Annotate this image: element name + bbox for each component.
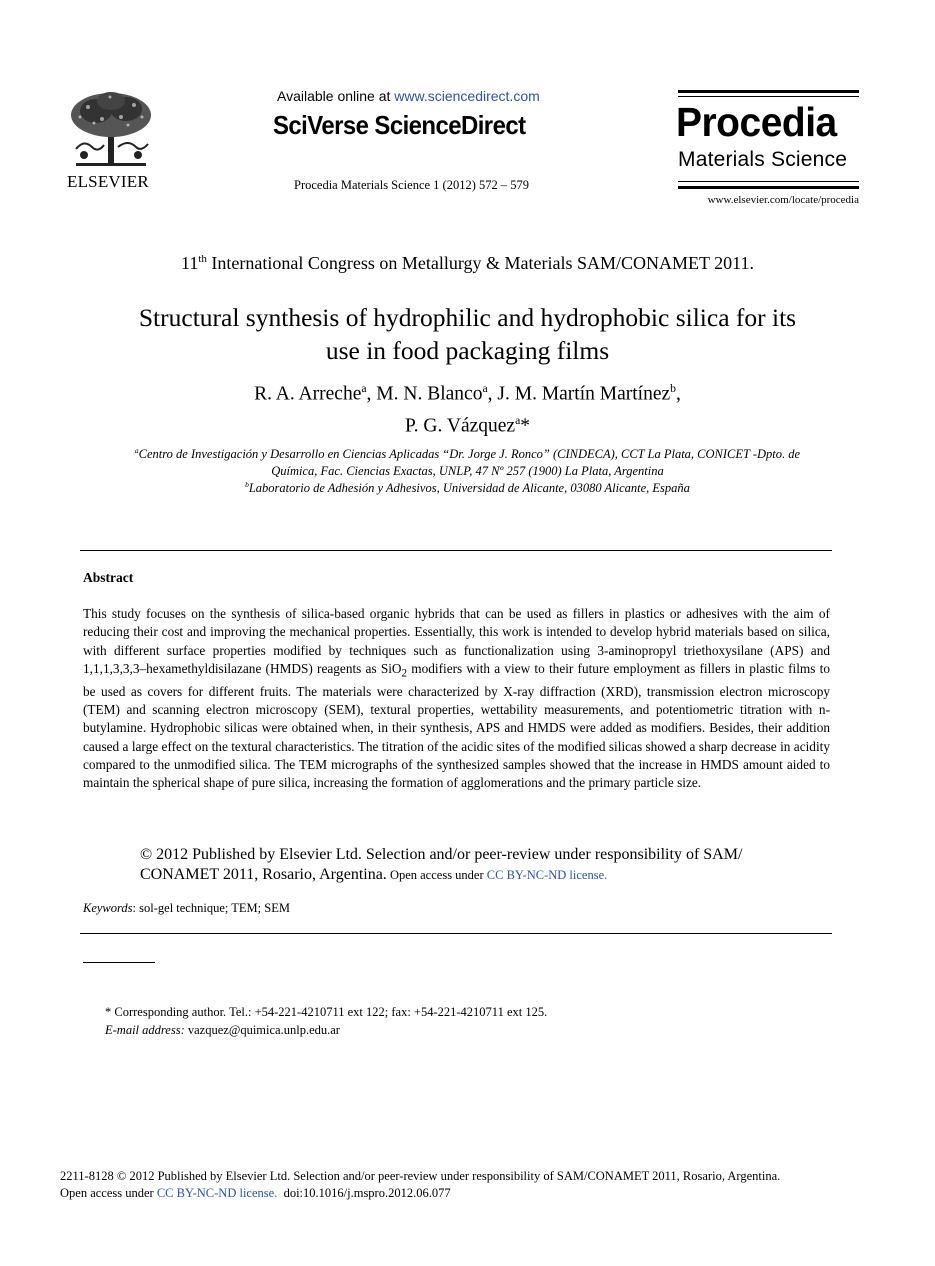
email-line — [105, 1022, 547, 1040]
page-footer — [60, 1168, 780, 1202]
copyright-text: CONAMET 2011, Rosario, Argentina. — [140, 866, 387, 883]
author-separator: , — [487, 383, 498, 405]
corresponding-author-note: * Corresponding author. Tel.: +54-221-4210711 ext 122; fax: +54-221-4210711 ext 125. — [105, 1005, 548, 1019]
brand-rule-top-thin — [678, 96, 859, 97]
available-online — [277, 88, 540, 104]
abstract-text-part: This study focuses on the synthesis of silica-based organic hybrids that can be used as fillers in plastics or adhesives with the aim of reducing their cost and improving the mechanical properties. Essentially, this work is intended to develop hybrid materials based on silica, with different surface properties modified by techniques such as functionalization using 3-aminopropyl triethoxysilane (APS) and 1,1,1,3,3,3–hexamethyldisilazane (HMDS) reagents as SiO — [83, 606, 830, 676]
affiliation-a — [40, 442, 895, 480]
elsevier-tree-logo — [66, 89, 156, 171]
affiliation-label: a — [134, 446, 139, 455]
affiliation-text: Centro de Investigación y Desarrollo en Ciencias Aplicadas “Dr. Jorge J. Ronco” (CINDECA), CCT La Plata, CONICET -Dpto. de — [138, 447, 801, 462]
publisher-name: ELSEVIER — [67, 172, 149, 191]
conference-line — [0, 253, 935, 274]
affiliation-label: b — [245, 480, 249, 489]
keywords-text: : sol-gel technique; TEM; SEM — [132, 901, 290, 915]
conference-ordinal: th — [198, 253, 207, 265]
copyright-line: © 2012 Published by Elsevier Ltd. Selection and/or peer-review under responsibility of SAM/ — [140, 846, 743, 863]
brand-rule-top — [678, 90, 859, 93]
abstract-heading: Abstract — [83, 570, 134, 585]
footnote — [105, 1004, 547, 1039]
affiliation-b — [40, 476, 895, 497]
author-affiliation-mark: b — [670, 382, 676, 395]
keywords — [83, 901, 290, 916]
platform-logo-text: SciVerse ScienceDirect — [273, 110, 526, 140]
brand-rule-bottom — [678, 186, 859, 189]
email-address[interactable]: vazquez@quimica.unlp.edu.ar — [184, 1022, 340, 1037]
abstract-body — [83, 605, 830, 793]
license-link[interactable]: CC BY-NC-ND license. — [486, 868, 608, 882]
title-line: use in food packaging films — [325, 336, 610, 365]
footer-issn-line: 2211-8128 © 2012 Published by Elsevier Ltd. Selection and/or peer-review under responsibility of SAM/CONAMET 2011, Rosario, Argentina. — [60, 1169, 781, 1183]
brand-title: Procedia — [676, 99, 837, 145]
doi[interactable]: doi:10.1016/j.mspro.2012.06.077 — [277, 1186, 451, 1200]
abstract-subscript: 2 — [401, 667, 408, 680]
author-line — [40, 376, 895, 408]
copyright-statement — [140, 845, 742, 885]
affiliation-line: Química, Fac. Ciencias Exactas, UNLP, 47 Nº 257 (1900) La Plata, Argentina — [271, 464, 664, 479]
author-separator: , — [676, 383, 681, 405]
author-list — [40, 376, 895, 439]
brand-subtitle: Materials Science — [678, 148, 848, 171]
journal-reference: Procedia Materials Science 1 (2012) 572 – 579 — [294, 178, 530, 192]
sciencedirect-link[interactable]: www.sciencedirect.com — [394, 88, 540, 104]
open-access-label: Open access under — [386, 868, 487, 882]
footer-license-line — [60, 1185, 780, 1202]
open-access-label: Open access under — [60, 1186, 157, 1200]
conference-number: 11 — [180, 253, 199, 273]
affiliation-line — [40, 442, 895, 463]
email-label: E-mail address: — [105, 1022, 185, 1037]
author-affiliation-mark: a — [361, 382, 367, 395]
available-prefix: Available online at — [277, 88, 395, 104]
author-affiliation-mark: a — [515, 413, 521, 427]
affiliation-text: Laboratorio de Adhesión y Adhesivos, Universidad de Alicante, 03080 Alicante, España — [248, 481, 690, 496]
author-separator: , — [366, 383, 377, 405]
author-name: J. M. Martín Martínez — [497, 383, 671, 405]
conference-text: International Congress on Metallurgy & Materials SAM/CONAMET 2011. — [206, 253, 755, 273]
brand-rule-bottom-thin — [678, 181, 859, 182]
footer-license-link[interactable]: CC BY-NC-ND license. — [156, 1186, 278, 1200]
section-rule-top — [80, 550, 832, 551]
title-line: Structural synthesis of hydrophilic and hydrophobic silica for its — [138, 303, 797, 332]
brand-url: www.elsevier.com/locate/procedia — [707, 194, 859, 206]
section-rule-bottom — [80, 933, 832, 934]
paper-title — [40, 301, 895, 367]
author-name: P. G. Vázquez — [404, 415, 516, 436]
copyright-line — [140, 865, 742, 885]
abstract-text-part: modifiers with a view to their future employment as fillers in plastic films to be used as covers for different fruits. The materials were characterized by X-ray diffraction (XRD), transmission electron microscopy (TEM) and scanning electron microscopy (SEM), textural properties, wettability measurements, and potentiometric titration with n-butylamine. Hydrophobic silicas were obtained when, in their synthesis, APS and HMDS were added as modifiers. Besides, their addition caused a large effect on the textural characteristics. The titration of the acidic sites of the modified silicas showed a sharp decrease in acidity compared to the unmodified silica. The TEM micrographs of the synthesized samples showed that the increase in HMDS amount aided to maintain the spherical shape of pure silica, increasing the formation of agglomerations and the primary particle size. — [83, 660, 830, 791]
author-name: M. N. Blanco — [376, 383, 483, 405]
author-name: R. A. Arreche — [254, 383, 362, 405]
footnote-rule — [83, 962, 155, 963]
author-line — [40, 408, 895, 440]
keywords-label: Keywords — [83, 901, 133, 915]
corresponding-author-mark: * — [520, 415, 531, 436]
author-affiliation-mark: a — [482, 382, 488, 395]
